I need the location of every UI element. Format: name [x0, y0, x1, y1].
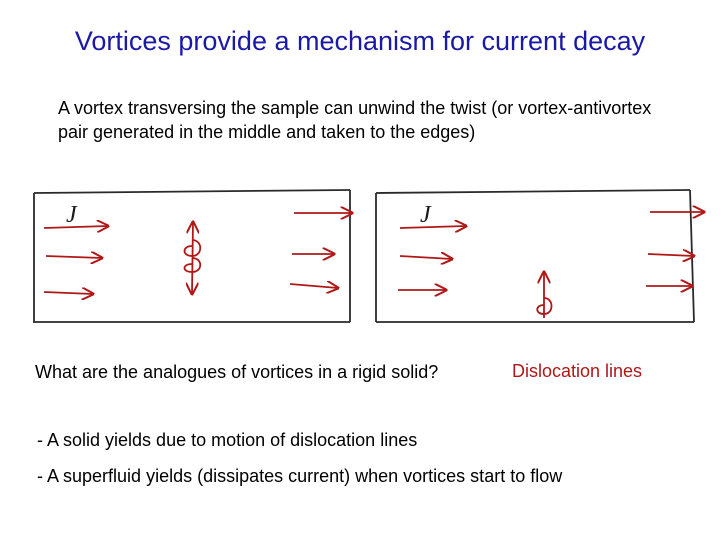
bullet-solid: - A solid yields due to motion of dislocation lines — [37, 430, 418, 450]
slide-title: Vortices provide a mechanism for current decay — [74, 26, 646, 56]
current-label-left: J⃗ — [66, 202, 96, 228]
bullet-superfluid: - A superfluid yields (dissipates current) when vortices start to flow — [37, 466, 563, 486]
vortex-pair-icon — [185, 222, 201, 294]
answer-text: Dislocation lines — [512, 361, 643, 381]
question-text: What are the analogues of vortices in a rigid solid? — [35, 362, 439, 382]
current-label-right: J⃗ — [420, 202, 450, 228]
intro-text: A vortex transversing the sample can unwind the twist (or vortex-antivortex pair generated in the middle and taken to the edges) — [58, 98, 652, 142]
vortex-icon — [537, 272, 551, 318]
